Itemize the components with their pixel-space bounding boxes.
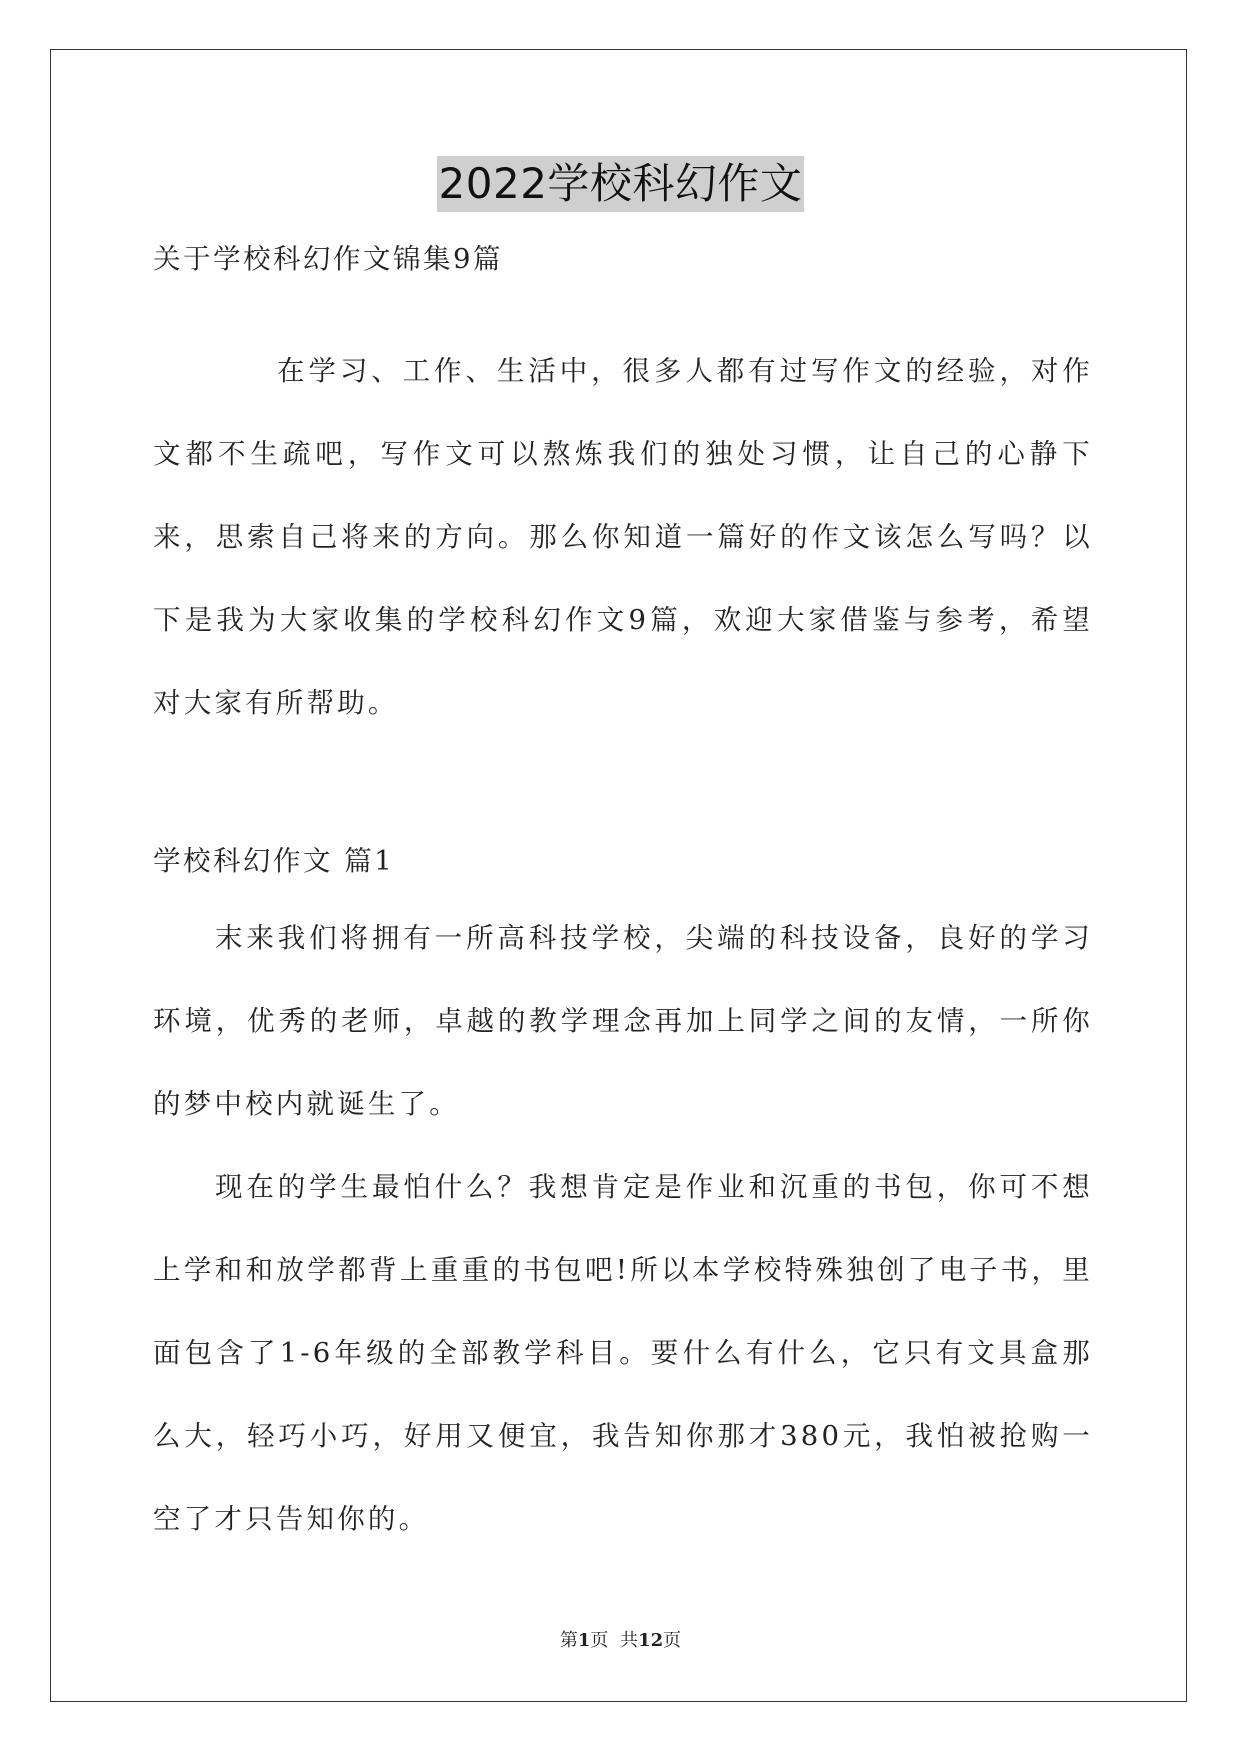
page-prefix: 第 xyxy=(559,1630,578,1651)
page-suffix: 页 xyxy=(590,1630,609,1651)
document-title: 2022学校科幻作文 xyxy=(437,156,805,212)
section-title: 学校科幻作文 篇1 xyxy=(153,845,395,877)
section-body xyxy=(153,897,1093,1561)
title-container xyxy=(0,156,1241,212)
total-suffix: 页 xyxy=(663,1630,682,1651)
total-pages: 12 xyxy=(638,1630,664,1651)
intro-paragraph: 在学习、工作、生活中，很多人都有过写作文的经验，对作文都不生疏吧，写作文可以熬炼我们的独处习惯，让自己的心静下来，思索自己将来的方向。那么你知道一篇好的作文该怎么写吗？以下是我为大家收集的学校科幻作文9篇，欢迎大家借鉴与参考，希望对大家有所帮助。 xyxy=(153,355,1093,719)
body-paragraph-2: 现在的学生最怕什么？我想肯定是作业和沉重的书包，你可不想上学和和放学都背上重重的书包吧!所以本学校特殊独创了电子书，里面包含了1-6年级的全部教学科目。要什么有什么，它只有文具盒那么大，轻巧小巧，好用又便宜，我告知你那才380元，我怕被抢购一空了才只告知你的。 xyxy=(153,1171,1093,1535)
total-prefix: 共 xyxy=(620,1630,639,1651)
page-footer xyxy=(0,1626,1241,1652)
body-paragraph-1: 末来我们将拥有一所高科技学校，尖端的科技设备，良好的学习环境，优秀的老师，卓越的教学理念再加上同学之间的友情，一所你的梦中校内就诞生了。 xyxy=(153,922,1093,1120)
page-number: 1 xyxy=(577,1630,591,1651)
document-subtitle: 关于学校科幻作文锦集9篇 xyxy=(153,243,503,275)
intro-block xyxy=(153,330,1093,745)
